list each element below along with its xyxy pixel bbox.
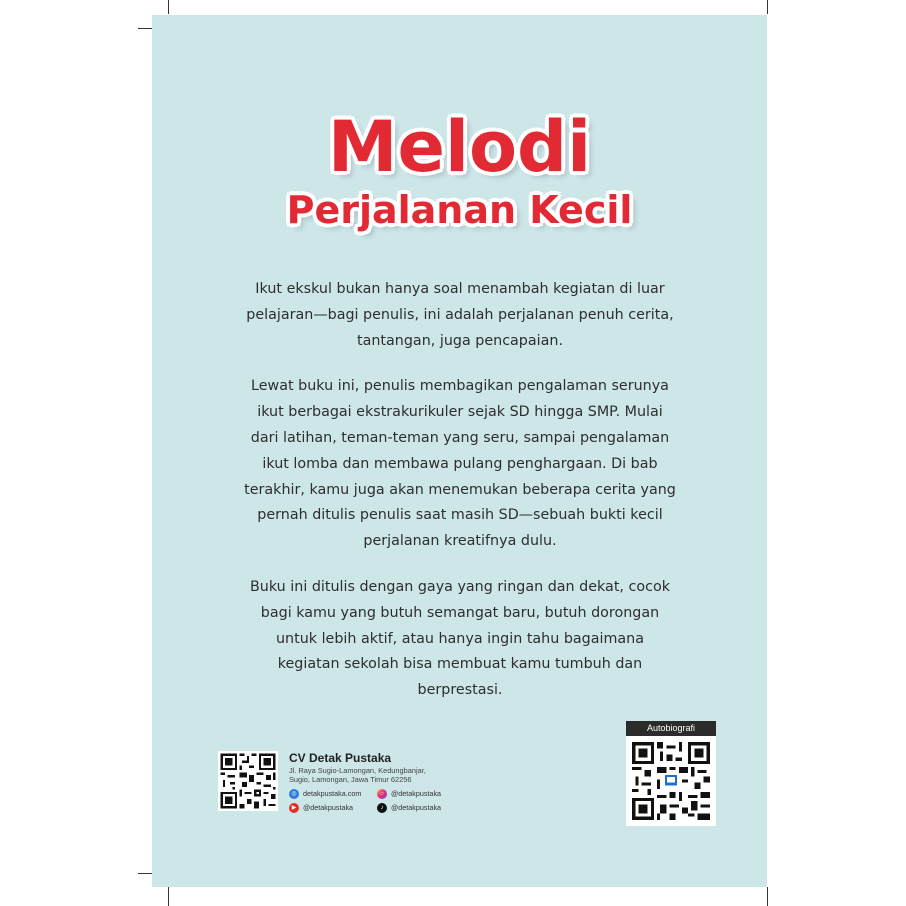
youtube-text: @detakpustaka bbox=[303, 803, 354, 813]
blurb bbox=[244, 277, 676, 724]
publisher-address-line-1: Jl. Raya Sugio-Lamongan, Kedungbanjar, bbox=[289, 766, 426, 775]
book-qr-code-icon bbox=[626, 736, 716, 826]
publisher-qr-code-icon bbox=[218, 751, 278, 811]
instagram-icon: ○ bbox=[377, 789, 387, 799]
crop-mark-bottom-right bbox=[767, 887, 768, 906]
crop-mark-left-bottom bbox=[138, 873, 152, 874]
publisher-name: CV Detak Pustaka bbox=[289, 751, 392, 765]
blurb-paragraph-2: Lewat buku ini, penulis membagikan pengalaman serunya ikut berbagai ekstrakurikuler sejak SD hingga SMP. Mulai dari latihan, teman-teman yang seru, sampai pengalaman ikut lomba dan membawa pulang penghargaan. Di bab terakhir, kamu juga akan menemukan beberapa cerita yang pernah ditulis penulis saat masih SD—sebuah bukti kecil perjalanan kreatifnya dulu. bbox=[244, 378, 676, 550]
crop-mark-left-top bbox=[138, 28, 152, 29]
crop-mark-top-right bbox=[767, 0, 768, 14]
crop-mark-top-left bbox=[168, 0, 169, 14]
tiktok-link[interactable] bbox=[377, 803, 467, 813]
youtube-link[interactable] bbox=[289, 803, 377, 813]
tiktok-text: @detakpustaka bbox=[391, 803, 442, 813]
back-cover bbox=[152, 15, 767, 887]
publisher-info bbox=[289, 751, 489, 813]
blurb-paragraph-1: Ikut ekskul bukan hanya soal menambah kegiatan di luar pelajaran—bagi penulis, ini adalah perjalanan penuh cerita, tantangan, juga pencapaian. bbox=[246, 281, 674, 349]
instagram-link[interactable] bbox=[377, 789, 467, 799]
genre-label: Autobiografi bbox=[626, 721, 716, 736]
website-text: detakpustaka.com bbox=[303, 789, 362, 799]
tiktok-icon: ♪ bbox=[377, 803, 387, 813]
globe-icon: ◎ bbox=[289, 789, 299, 799]
website-link[interactable] bbox=[289, 789, 377, 799]
crop-mark-bottom-left bbox=[168, 887, 169, 906]
blurb-paragraph-3: Buku ini ditulis dengan gaya yang ringan dan dekat, cocok bagi kamu yang butuh semangat baru, butuh dorongan untuk lebih aktif, atau hanya ingin tahu bagaimana kegiatan sekolah bisa membuat kamu tumbuh dan berprestasi. bbox=[249, 578, 671, 699]
publisher-socials bbox=[289, 789, 489, 813]
book-title: Melodi bbox=[327, 106, 592, 188]
publisher-address-line-2: Sugio, Lamongan, Jawa Timur 62256 bbox=[289, 775, 412, 785]
youtube-icon: ▶ bbox=[289, 803, 299, 813]
book-subtitle: Perjalanan Kecil bbox=[286, 188, 633, 232]
instagram-text: @detakpustaka bbox=[391, 789, 442, 799]
